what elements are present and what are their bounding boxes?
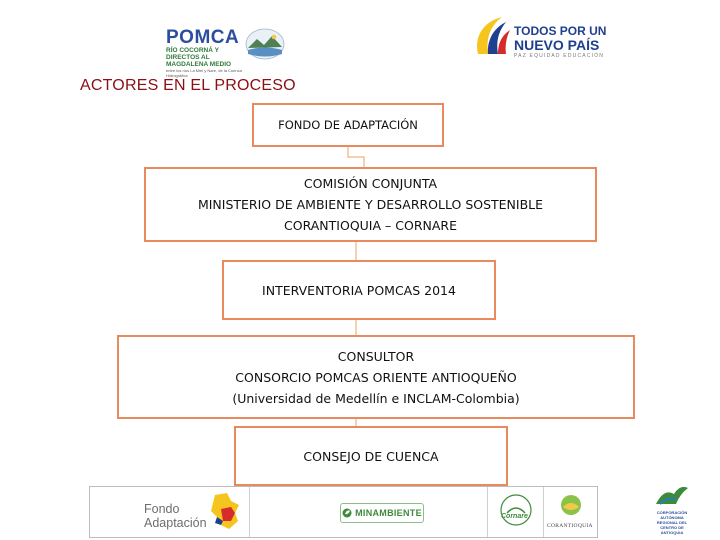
node-consultor-line-3: (Universidad de Medellín e INCLAM-Colombia) — [232, 390, 520, 406]
cornare-text: Cornare — [501, 513, 528, 520]
node-comision-line-1: COMISIÓN CONJUNTA — [303, 176, 438, 191]
node-comision-line-3: CORANTIOQUIA – CORNARE — [284, 218, 457, 233]
pomca-subtitle: RÍO COCORNÁ Y DIRECTOS AL MAGDALENA MEDIO — [166, 47, 232, 68]
footer-logo-strip — [89, 486, 598, 538]
fondo-adaptacion-logo — [90, 487, 250, 537]
minambiente-logo — [250, 487, 488, 537]
node-fondo-line-1: FONDO DE ADAPTACIÓN — [278, 117, 418, 132]
cornare-seal-icon — [499, 493, 533, 527]
corantioquia-emblem-icon — [559, 493, 583, 517]
node-interventoria-line-1: INTERVENTORIA POMCAS 2014 — [262, 282, 456, 298]
node-fondo-adaptacion — [252, 103, 444, 147]
pomca-tagline: entre los ríos La Miel y Nare, de la Cuenca Hidrográfica — [166, 68, 242, 78]
corantioquia-text: CORANTIOQUIA — [547, 523, 593, 529]
node-consejo-line-1: CONSEJO DE CUENCA — [303, 449, 439, 464]
colombia-map-icon — [205, 491, 245, 533]
fondo-logo-line1: Fondo — [144, 502, 180, 516]
gobierno-line1: TODOS POR UN — [514, 24, 607, 38]
node-consejo-cuenca — [234, 426, 508, 486]
node-comision-line-2: MINISTERIO DE AMBIENTE Y DESARROLLO SOSTENIBLE — [197, 197, 544, 212]
gobierno-line2: NUEVO PAÍS — [514, 37, 600, 53]
connector-fondo-comision — [348, 147, 364, 167]
node-interventoria — [222, 260, 496, 320]
node-consultor-line-1: CONSULTOR — [337, 348, 415, 364]
node-consultor-line-2: CONSORCIO POMCAS ORIENTE ANTIOQUEÑO — [235, 369, 517, 385]
corporacion-text: CORPORACIÓN AUTÓNOMA REGIONAL DEL CENTRO DE ANTIOQUIA — [656, 510, 688, 535]
fondo-logo-line2: Adaptación — [144, 516, 207, 530]
corporacion-logo — [650, 482, 694, 538]
corantioquia-logo — [544, 487, 598, 537]
node-comision-conjunta — [144, 167, 597, 242]
minambiente-text: MINAMBIENTE — [355, 508, 422, 518]
corporacion-bird-icon — [654, 482, 690, 508]
slide-title: ACTORES EN EL PROCESO — [80, 77, 296, 94]
minambiente-leaf-icon — [342, 508, 352, 518]
pomca-wordmark: POMCA — [166, 27, 240, 48]
node-consultor — [117, 335, 635, 419]
gobierno-line3: PAZ EQUIDAD EDUCACIÓN — [514, 53, 605, 59]
cornare-logo — [488, 487, 544, 537]
